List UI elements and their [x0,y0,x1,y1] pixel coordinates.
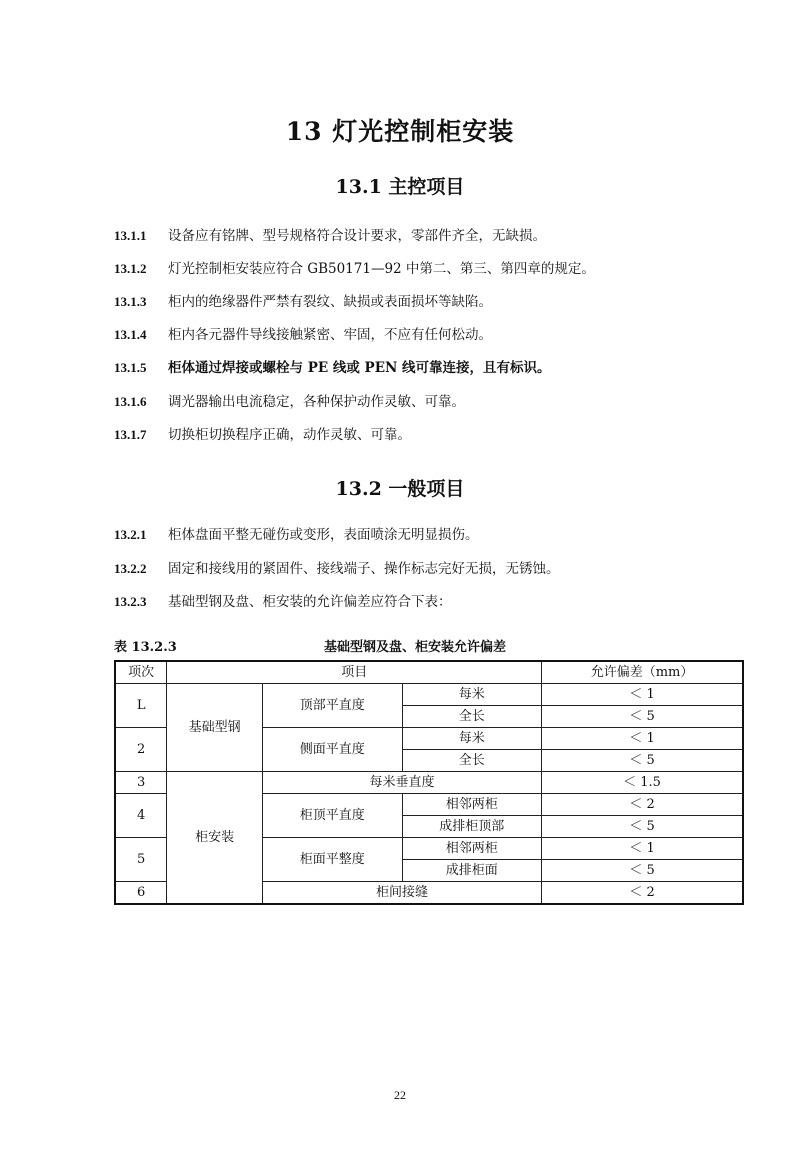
header-item: 项目 [167,661,542,684]
deviation-value: ＜ 1 [542,838,743,860]
row-item: 柜顶平直度 [263,794,403,838]
row-item: 每米垂直度 [263,772,542,794]
deviation-value: ＜ 5 [542,816,743,838]
header-deviation: 允许偏差（mm） [542,661,743,684]
clause-number: 13.2.1 [114,527,147,542]
deviation-value: ＜ 5 [542,750,743,772]
sub-item: 每米 [402,684,542,706]
table-caption-title: 基础型钢及盘、柜安装允许偏差 [324,640,507,655]
sub-item: 全长 [402,750,542,772]
clause-text: 灯光控制柜安装应符合 GB50171—92 中第二、第三、第四章的规定。 [168,261,595,277]
sub-item: 全长 [402,706,542,728]
deviation-value: ＜ 2 [542,882,743,905]
clause-number: 13.1.2 [114,261,147,276]
deviation-table [114,660,744,905]
clause-13-1-4 [114,325,754,345]
header-no: 项次 [115,661,167,684]
deviation-value: ＜ 5 [542,860,743,882]
clause-13-1-2 [114,259,754,279]
clause-text: 柜内各元器件导线接触紧密、牢固，不应有任何松动。 [168,327,492,343]
sub-item: 相邻两柜 [402,794,542,816]
clause-13-2-3 [114,592,754,612]
row-item: 柜面平整度 [263,838,403,882]
row-no: L [115,684,167,728]
row-no: 6 [115,882,167,905]
sub-item: 每米 [402,728,542,750]
deviation-value: ＜ 2 [542,794,743,816]
table-header-row [115,661,743,684]
row-no: 3 [115,772,167,794]
clause-text: 设备应有铭牌、型号规格符合设计要求，零部件齐全，无缺损。 [168,228,546,244]
clause-text: 柜体盘面平整无碰伤或变形，表面喷涂无明显损伤。 [168,527,479,543]
deviation-value: ＜ 5 [542,706,743,728]
table-caption [114,636,744,656]
clause-number: 13.1.4 [114,327,147,342]
clause-number: 13.1.1 [114,228,147,243]
row-item: 柜间接缝 [263,882,542,905]
row-item: 顶部平直度 [263,684,403,728]
group-cabinet: 柜安装 [167,772,263,905]
clause-number: 13.1.3 [114,294,147,309]
row-no: 2 [115,728,167,772]
section-title-main-control: 13.1 主控项目 [335,176,465,198]
clause-text: 固定和接线用的紧固件、接线端子、操作标志完好无损，无锈蚀。 [168,561,560,577]
clause-number: 13.1.7 [114,427,147,442]
clause-13-1-1 [114,226,754,246]
clause-text: 调光器输出电流稳定，各种保护动作灵敏、可靠。 [168,394,465,410]
table-caption-number: 表 13.2.3 [114,640,177,655]
row-no: 5 [115,838,167,882]
deviation-value: ＜ 1 [542,684,743,706]
clause-text: 柜内的绝缘器件严禁有裂纹、缺损或表面损坏等缺陷。 [168,294,492,310]
section-title-general: 13.2 一般项目 [335,478,465,500]
clause-13-1-6 [114,392,754,412]
clause-text: 柜体通过焊接或螺栓与 PE 线或 PEN 线可靠连接，且有标识。 [168,360,551,376]
clause-13-1-5 [114,358,754,378]
deviation-value: ＜ 1 [542,728,743,750]
clause-number: 13.2.3 [114,594,147,609]
page-number: 22 [394,1088,406,1102]
chapter-title: 13 灯光控制柜安装 [285,117,515,146]
clause-number: 13.2.2 [114,561,147,576]
clause-13-2-2 [114,559,754,579]
clause-text: 基础型钢及盘、柜安装的允许偏差应符合下表： [168,594,452,610]
group-steel: 基础型钢 [167,684,263,772]
sub-item: 成排柜面 [402,860,542,882]
row-item: 侧面平直度 [263,728,403,772]
clause-number: 13.1.5 [114,360,147,375]
clause-13-1-7 [114,425,754,445]
clause-13-2-1 [114,525,754,545]
deviation-value: ＜ 1.5 [542,772,743,794]
clause-text: 切换柜切换程序正确，动作灵敏、可靠。 [168,427,411,443]
clause-number: 13.1.6 [114,394,147,409]
table-row [115,684,743,706]
sub-item: 成排柜顶部 [402,816,542,838]
sub-item: 相邻两柜 [402,838,542,860]
table-row [115,772,743,794]
clause-13-1-3 [114,292,754,312]
row-no: 4 [115,794,167,838]
